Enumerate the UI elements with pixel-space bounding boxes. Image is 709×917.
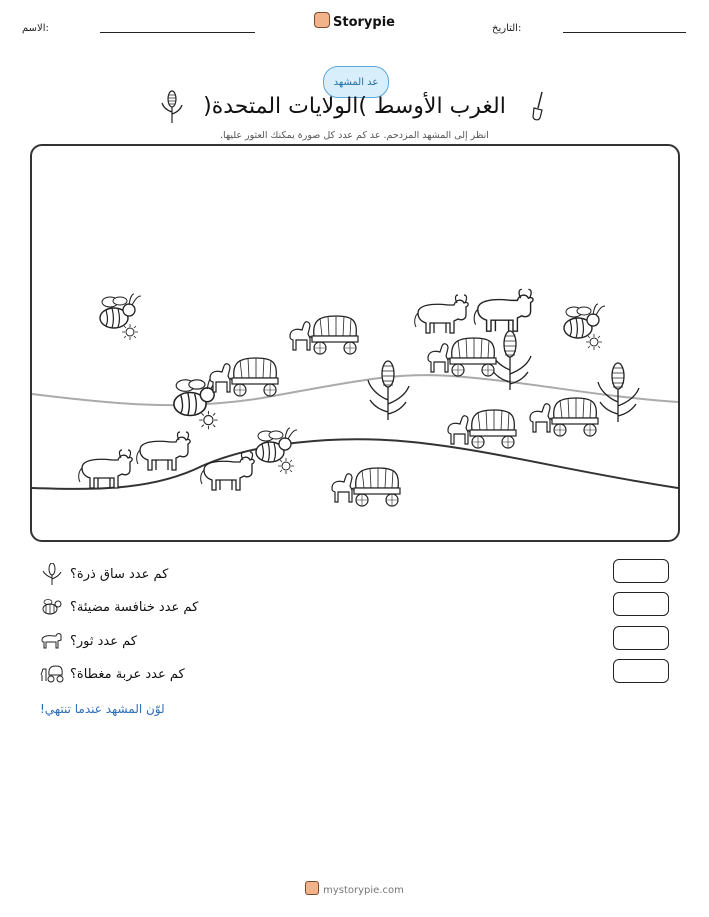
instructions: انظر إلى المشهد المزدحم. عد كم عدد كل صورة يمكنك العثور عليها.: [220, 130, 489, 141]
ox-icon: [40, 630, 64, 652]
question-text: كم عدد خنافسة مضيئة؟: [70, 599, 199, 615]
activity-badge: عد المشهد: [323, 66, 389, 98]
question-row: [40, 563, 340, 585]
storypie-logo-icon: [314, 12, 330, 28]
covered-wagon-icon: [40, 663, 64, 685]
ox: [474, 289, 533, 331]
question-text: كم عدد ساق ذرة؟: [70, 566, 169, 582]
page-title: الغرب الأوسط )الولايات المتحدة(: [203, 94, 506, 119]
ox: [415, 295, 468, 333]
covered-wagon: [428, 338, 496, 376]
brand-name: Storypie: [333, 15, 395, 30]
brand: [0, 12, 709, 30]
covered-wagon: [290, 316, 358, 354]
date-label: التاريخ:: [492, 23, 522, 34]
covered-wagon: [448, 410, 516, 448]
ox: [137, 432, 190, 470]
ox: [201, 452, 254, 490]
question-text: كم عدد عربة مغطاة؟: [70, 666, 185, 682]
corn-stalk: [598, 363, 639, 422]
name-label: الاسم:: [22, 23, 49, 34]
firefly: [564, 304, 605, 350]
covered-wagon: [530, 398, 598, 436]
footer: [0, 881, 709, 896]
answer-box[interactable]: [613, 626, 669, 650]
corn-stalk-icon: [40, 563, 64, 585]
scene-frame[interactable]: [30, 144, 680, 542]
firefly-icon: [40, 596, 64, 618]
answer-box[interactable]: [613, 659, 669, 683]
firefly: [256, 428, 297, 474]
ox: [79, 450, 132, 488]
question-text: كم عدد ثور؟: [70, 633, 137, 649]
color-instruction: لوّن المشهد عندما تنتهي!: [40, 702, 165, 716]
date-line[interactable]: [563, 32, 686, 33]
storypie-logo-icon: [305, 881, 319, 895]
answer-box[interactable]: [613, 592, 669, 616]
shovel-icon: [528, 90, 550, 122]
covered-wagon: [332, 468, 400, 506]
firefly: [100, 294, 141, 340]
name-line[interactable]: [100, 32, 255, 33]
corn-stalk: [368, 361, 409, 420]
question-row: [40, 630, 340, 652]
question-row: [40, 596, 340, 618]
covered-wagon: [210, 358, 278, 396]
footer-site[interactable]: mystorypie.com: [323, 885, 404, 896]
answer-box[interactable]: [613, 559, 669, 583]
question-row: [40, 663, 340, 685]
